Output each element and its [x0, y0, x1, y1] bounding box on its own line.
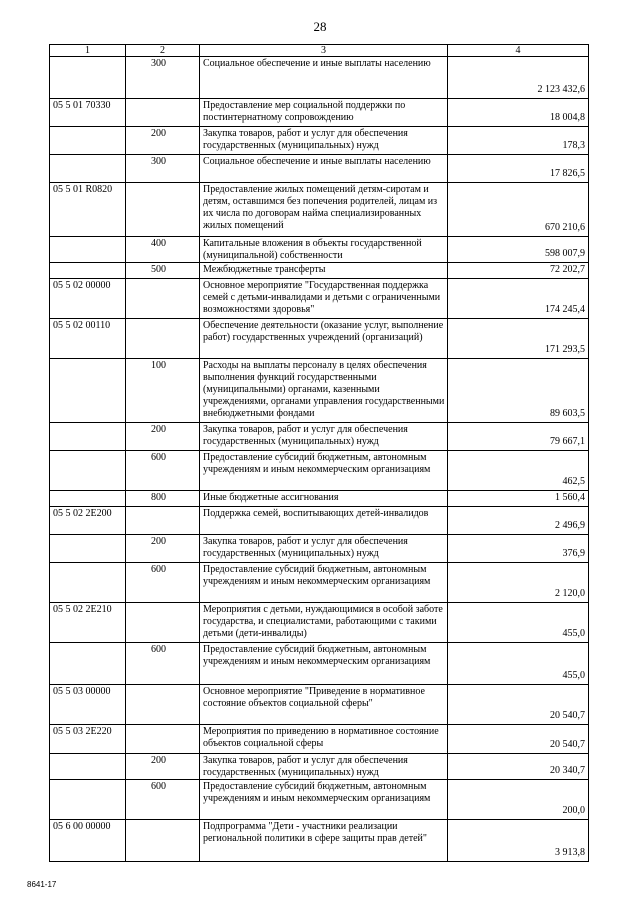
item-name: Предоставление мер социальной поддержки по постинтернатному сопровождению [200, 99, 448, 127]
table-row [50, 603, 589, 643]
amount: 72 202,7 [448, 263, 589, 279]
amount: 20 340,7 [448, 754, 589, 780]
amount: 1 560,4 [448, 491, 589, 507]
table-row [50, 423, 589, 451]
table-row [50, 155, 589, 183]
budget-code [50, 491, 126, 507]
budget-code: 05 5 02 00110 [50, 319, 126, 359]
budget-code [50, 237, 126, 263]
budget-code: 05 5 02 00000 [50, 279, 126, 319]
budget-code [50, 359, 126, 423]
table-row [50, 780, 589, 820]
budget-code [50, 57, 126, 99]
amount: 200,0 [448, 780, 589, 820]
table-row [50, 183, 589, 237]
amount: 2 123 432,6 [448, 57, 589, 99]
expense-type [126, 820, 200, 862]
item-name: Обеспечение деятельности (оказание услуг, выполнение работ) государственных учреждений (организаций) [200, 319, 448, 359]
expense-type: 200 [126, 127, 200, 155]
expense-type: 100 [126, 359, 200, 423]
table-row [50, 491, 589, 507]
amount: 17 826,5 [448, 155, 589, 183]
budget-code [50, 780, 126, 820]
amount: 462,5 [448, 451, 589, 491]
table-row [50, 319, 589, 359]
item-name: Межбюджетные трансферты [200, 263, 448, 279]
amount: 79 667,1 [448, 423, 589, 451]
table-row [50, 563, 589, 603]
amount: 174 245,4 [448, 279, 589, 319]
table-row [50, 507, 589, 535]
expense-type [126, 507, 200, 535]
budget-code [50, 643, 126, 685]
column-header: 1 [50, 45, 126, 57]
table-row [50, 754, 589, 780]
budget-code: 05 5 03 2Е220 [50, 725, 126, 754]
header-row [50, 45, 589, 57]
item-name: Поддержка семей, воспитывающих детей-инвалидов [200, 507, 448, 535]
item-name: Закупка товаров, работ и услуг для обеспечения государственных (муниципальных) нужд [200, 535, 448, 563]
amount: 2 496,9 [448, 507, 589, 535]
item-name: Предоставление субсидий бюджетным, автономным учреждениям и иным некоммерческим организациям [200, 451, 448, 491]
item-name: Социальное обеспечение и иные выплаты населению [200, 155, 448, 183]
budget-code: 05 5 01 70330 [50, 99, 126, 127]
amount: 455,0 [448, 603, 589, 643]
page-number: 28 [313, 19, 327, 34]
document-code: 8641-17 [27, 880, 57, 889]
budget-code: 05 5 03 00000 [50, 685, 126, 725]
amount: 178,3 [448, 127, 589, 155]
table-row [50, 685, 589, 725]
expense-type: 800 [126, 491, 200, 507]
item-name: Предоставление субсидий бюджетным, автономным учреждениям и иным некоммерческим организациям [200, 780, 448, 820]
expense-type [126, 279, 200, 319]
item-name: Предоставление субсидий бюджетным, автономным учреждениям и иным некоммерческим организациям [200, 563, 448, 603]
budget-code: 05 5 01 R0820 [50, 183, 126, 237]
item-name: Мероприятия по приведению в нормативное состояние объектов социальной сферы [200, 725, 448, 754]
column-header: 2 [126, 45, 200, 57]
budget-code [50, 563, 126, 603]
budget-code: 05 5 02 2Е200 [50, 507, 126, 535]
expense-type: 500 [126, 263, 200, 279]
expense-type: 200 [126, 423, 200, 451]
expense-type [126, 725, 200, 754]
budget-code: 05 6 00 00000 [50, 820, 126, 862]
budget-code [50, 127, 126, 155]
expense-type [126, 183, 200, 237]
item-name: Предоставление жилых помещений детям-сиротам и детям, оставшимся без попечения родителей, лицам из их числа по договорам найма специализированных жилых помещений [200, 183, 448, 237]
expense-type [126, 603, 200, 643]
table-row [50, 127, 589, 155]
item-name: Социальное обеспечение и иные выплаты населению [200, 57, 448, 99]
column-header: 4 [448, 45, 589, 57]
amount: 670 210,6 [448, 183, 589, 237]
expense-type: 300 [126, 57, 200, 99]
item-name: Капитальные вложения в объекты государственной (муниципальной) собственности [200, 237, 448, 263]
expense-type [126, 685, 200, 725]
budget-code [50, 423, 126, 451]
item-name: Закупка товаров, работ и услуг для обеспечения государственных (муниципальных) нужд [200, 127, 448, 155]
budget-code [50, 535, 126, 563]
expense-type: 600 [126, 451, 200, 491]
expense-type: 300 [126, 155, 200, 183]
table-row [50, 279, 589, 319]
expense-type: 400 [126, 237, 200, 263]
expense-type [126, 319, 200, 359]
amount: 20 540,7 [448, 725, 589, 754]
item-name: Расходы на выплаты персоналу в целях обеспечения выполнения функций государственными (муниципальными) органами, казенными учреждениями, органами управления государственными внебюджетными фондами [200, 359, 448, 423]
expense-type: 200 [126, 535, 200, 563]
column-header: 3 [200, 45, 448, 57]
amount: 2 120,0 [448, 563, 589, 603]
budget-code [50, 263, 126, 279]
amount: 171 293,5 [448, 319, 589, 359]
budget-code [50, 451, 126, 491]
item-name: Основное мероприятие "Государственная поддержка семей с детьми-инвалидами и детьми с ограниченными возможностями здоровья" [200, 279, 448, 319]
expense-type: 600 [126, 780, 200, 820]
table-row [50, 263, 589, 279]
item-name: Мероприятия с детьми, нуждающимися в особой заботе государства, и специалистами, работающими с такими детьми (дети-инвалиды) [200, 603, 448, 643]
amount: 455,0 [448, 643, 589, 685]
table-row [50, 643, 589, 685]
budget-table [49, 44, 589, 862]
table-row [50, 99, 589, 127]
table-row [50, 535, 589, 563]
table-row [50, 359, 589, 423]
table-row [50, 237, 589, 263]
amount: 20 540,7 [448, 685, 589, 725]
expense-type: 200 [126, 754, 200, 780]
item-name: Предоставление субсидий бюджетным, автономным учреждениям и иным некоммерческим организациям [200, 643, 448, 685]
table-row [50, 451, 589, 491]
item-name: Иные бюджетные ассигнования [200, 491, 448, 507]
amount: 18 004,8 [448, 99, 589, 127]
item-name: Закупка товаров, работ и услуг для обеспечения государственных (муниципальных) нужд [200, 754, 448, 780]
expense-type: 600 [126, 563, 200, 603]
table-row [50, 57, 589, 99]
expense-type: 600 [126, 643, 200, 685]
item-name: Закупка товаров, работ и услуг для обеспечения государственных (муниципальных) нужд [200, 423, 448, 451]
table-row [50, 820, 589, 862]
table-row [50, 725, 589, 754]
budget-code [50, 754, 126, 780]
amount: 89 603,5 [448, 359, 589, 423]
item-name: Подпрограмма "Дети - участники реализации региональной политики в сфере защиты прав детей" [200, 820, 448, 862]
budget-code [50, 155, 126, 183]
amount: 376,9 [448, 535, 589, 563]
budget-code: 05 5 02 2Е210 [50, 603, 126, 643]
amount: 3 913,8 [448, 820, 589, 862]
amount: 598 007,9 [448, 237, 589, 263]
expense-type [126, 99, 200, 127]
item-name: Основное мероприятие "Приведение в нормативное состояние объектов социальной сферы" [200, 685, 448, 725]
